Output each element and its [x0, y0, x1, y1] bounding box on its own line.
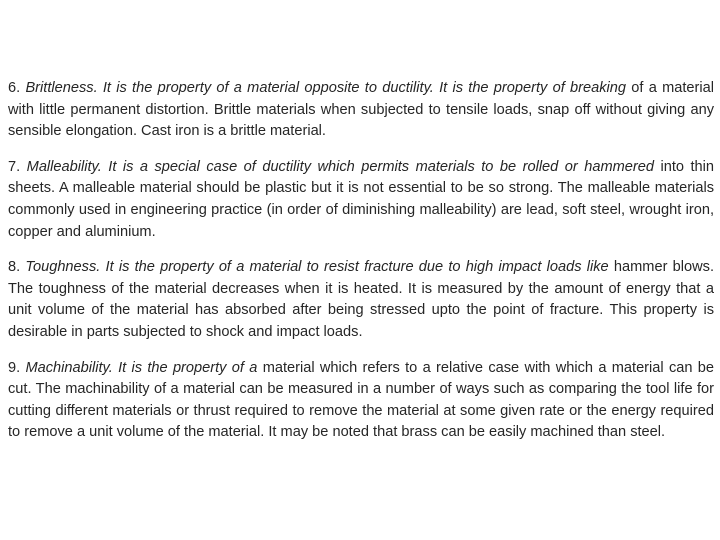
paragraph-machinability: [8, 358, 714, 444]
paragraph-number: 8.: [8, 259, 21, 276]
paragraph-text: of a material with little permanent distortion. Brittle materials when subjected to tensile loads, snap off without giving any sensible elongation. Cast iron is a brittle material.: [8, 80, 714, 140]
paragraph-text: material which refers to a relative case with which a material can be cut. The machinability of a material can be measured in a number of ways such as comparing the tool life for cutting different materials or thrust required to remove the material at some given rate or the energy required to remove a unit volume of the material. It may be noted that brass can be easily machined than steel.: [8, 359, 715, 441]
term-definition-italic: Brittleness. It is the property of a material opposite to ductility. It is the property of breaking: [25, 80, 627, 96]
text-body: [8, 78, 714, 458]
term-definition-italic: Toughness. It is the property of a material to resist fracture due to high impact loads like: [25, 259, 609, 276]
paragraph-toughness: [8, 257, 714, 343]
paragraph-malleability: [8, 157, 714, 243]
paragraph-brittleness: [8, 78, 714, 143]
paragraph-number: 6.: [8, 80, 21, 96]
paragraph-text: into thin sheets. A malleable material should be plastic but it is not essential to be so strong. The malleable materials commonly used in engineering practice (in order of diminishing malleability) are lead, soft steel, wrought iron, copper and aluminium.: [8, 158, 715, 240]
term-definition-italic: Machinability. It is the property of a: [25, 359, 258, 376]
paragraph-number: 7.: [8, 158, 21, 175]
paragraph-number: 9.: [8, 359, 21, 376]
term-definition-italic: Malleability. It is a special case of ductility which permits materials to be rolled or hammered: [26, 158, 654, 175]
paragraph-text: hammer blows. The toughness of the material decreases when it is heated. It is measured by the amount of energy that a unit volume of the material has absorbed after being stressed upto the point of fracture. This property is desirable in parts subjected to shock and impact loads.: [8, 259, 715, 340]
